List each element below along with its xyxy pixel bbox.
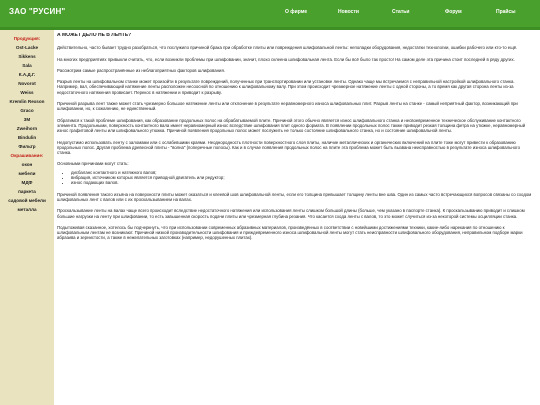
sidebar-item-filter[interactable]: Фильтр bbox=[18, 144, 36, 149]
nav-forum[interactable]: Форум bbox=[445, 9, 462, 15]
article-paragraph: Причиной появления такого изъяна на поверхности плиты может оказаться и клеевой шов шлифовальной ленты, если его толщина превышает толщину ленты вне шва. Один из самых часто встречающихся вопросов связаны со сходом шлифовальных лент с валов или с их проскальзыванием на валах. bbox=[57, 191, 532, 202]
article-paragraph: Основными причинами могут стать: bbox=[57, 161, 129, 167]
nav-about[interactable]: О фирме bbox=[285, 9, 308, 15]
article-paragraph: На многих предприятиях привыкли считать, что, если возникли проблемы при шлифовании, значит, плохо склеена шлифовальная лента. Если бы всё было так просто! На самом деле эта причина стоит последней в ряду других. bbox=[57, 56, 515, 62]
article-paragraph: Разрыв ленты на шлифовальном станке может произойти в результате повреждений, полученных при транспортировании или установке ленты. Однако чаще мы встречаемся с неправильной настройкой шлифовального станка. Например, вал, обеспечивающий натяжение ленты расположен несоосной по отношению к шлифовальному валу. При этом происходит чрезмерное натяжение ленты с одной стороны, а то время как другая сторона ленты из-за недостаточного натяжения провисает. Перекос в натяжении и приводит к разрыву. bbox=[57, 79, 515, 95]
sidebar-category-products: Продукция: bbox=[13, 36, 41, 41]
sidebar-item-kadg[interactable]: К.А.Д.Г. bbox=[18, 72, 36, 77]
sidebar-item-3m[interactable]: 3M bbox=[23, 117, 31, 122]
sidebar-item-windows[interactable]: окон bbox=[21, 162, 33, 167]
sidebar-item-sikkens[interactable]: Sikkens bbox=[18, 54, 36, 59]
nav-articles[interactable]: Статьи bbox=[392, 9, 410, 15]
article-title: А МОЖЕТ ДЕЛО НЕ В ЛЕНТЕ? bbox=[57, 33, 132, 38]
sidebar-category-painting: Окрашивание: bbox=[10, 153, 44, 158]
sidebar-item-kremlin-rexson[interactable]: Kremlin Rexson bbox=[9, 99, 45, 104]
nav-prices[interactable]: Прайсы bbox=[496, 9, 516, 15]
sidebar-item-garden-furniture[interactable]: садовой мебели bbox=[8, 198, 46, 203]
sidebar-item-furniture[interactable]: мебели bbox=[18, 171, 36, 176]
article-paragraph: Обратимся к такой проблеме шлифования, как образование продольных полос на обрабатываемой плите. Причиной этого обычно является износ шлифовального станка и несвоевременное техническое обслуживание контактного элемента. Продольными, поверхность контактного вала имеет неравномерный износ вследствие шлифования плит одного формата. В появлении продольных полос также приводит резкая толщина фетра на утюжке, неравномерный износ графитовой ленты или шлифовального утюжка. Причиной появления продольных полос может послужить не только состояние шлифовального станка, но и состояние шлифовальной ленты. bbox=[57, 117, 526, 134]
article-paragraph: Подытоживая сказанное, хотелось бы подчеркнуть, что при использовании современных абразивных материалов, произведённых в соответствии с новейшими достижениями техники, какие-либо нарекания по отношению к шлифовальным лентам не возникают. Причиной низкой производительности шлифования и преждевременного износа шлифовальной ленты могут стать неисправности шлифовального оборудования, неправильном подборе марки абразива и зернистости, а также в нежелательных заготовках (например, недорушенных плитах). bbox=[57, 224, 523, 241]
site-header bbox=[0, 0, 540, 27]
article-paragraph: Рассмотрим самые распространённые из неблагоприятных факторов шлифования. bbox=[57, 67, 225, 73]
sidebar bbox=[0, 30, 54, 405]
causes-list bbox=[71, 170, 535, 186]
sidebar-item-zweihorn[interactable]: Zweihorn bbox=[16, 126, 38, 131]
sidebar-item-parquet[interactable]: паркета bbox=[18, 189, 36, 194]
nav-news[interactable]: Новости bbox=[338, 9, 359, 15]
article-paragraph: Недопустимо использовать ленту с заломами или с ослабевшими краями. Неоднородность плотности поверхностного слоя плиты, наличие металлических и органических включений на плите тоже могут привести к образованию продольных полос. Другая проблема древесной плиты - "волна" (поперечные полосы). Как и в случае появления продольных полос на плите эта проблема может быть вызвана неисправностью в результате износа шлифовального станка. bbox=[57, 139, 520, 156]
article-paragraph: Проскальзывание ленты на валах чаще всего происходит вследствие недостаточного натяжения или использования ленты слишком большой длины (больше, чем указано в паспорте станка). К проскальзыванию приводит и слишком большие нагрузки на ленту при шлифовании, то есть завышенная скорость подачи плиты или чрезмерная глубина резания. Что касается схода ленты с валов, то это может случиться из-за некоторой системы осцилляции станка. bbox=[57, 208, 525, 219]
sidebar-item-weiss[interactable]: Weiss bbox=[20, 90, 34, 95]
list-item: • вибрация, источником которых является приводной двигатель или редуктор; bbox=[71, 175, 535, 180]
header-divider bbox=[0, 27, 540, 30]
sidebar-item-ost-lacke[interactable]: Ost-Lacke bbox=[15, 45, 39, 50]
sidebar-item-bindulin[interactable]: Bindulin bbox=[17, 135, 37, 140]
sidebar-item-novorot[interactable]: Novorot bbox=[18, 81, 36, 86]
article-paragraph: Причиной разрыва лент также может стать чрезмерно большое натяжение ленты или отклонение в результате неравномерного износа шлифовальных плит. Разрыв ленты на станке - самый неприятный фактор, возникающий при шлифовании, но, к сожалению, не единственный. bbox=[57, 101, 518, 112]
top-nav bbox=[0, 9, 540, 19]
list-item: • износ подающих валов. bbox=[71, 180, 535, 185]
site-logo[interactable]: ЗАО "РУСИН" bbox=[9, 7, 66, 16]
sidebar-item-graco[interactable]: Graco bbox=[20, 108, 34, 113]
sidebar-item-metal[interactable]: металла bbox=[17, 207, 37, 212]
article-content bbox=[57, 33, 535, 401]
sidebar-item-mdf[interactable]: МДФ bbox=[21, 180, 33, 185]
sidebar-item-sala[interactable]: Sala bbox=[22, 63, 32, 68]
article-paragraph: Действительно, часто бывает трудно разобраться, что послужило причиной брака при обработке плиты или повреждения шлифовальной ленты: неполадки оборудования, недостатки технологии, ошибки рабочего или кто-то ещё. bbox=[57, 45, 518, 51]
list-item: • дисбаланс контактного и натяжного валов; bbox=[71, 170, 535, 175]
